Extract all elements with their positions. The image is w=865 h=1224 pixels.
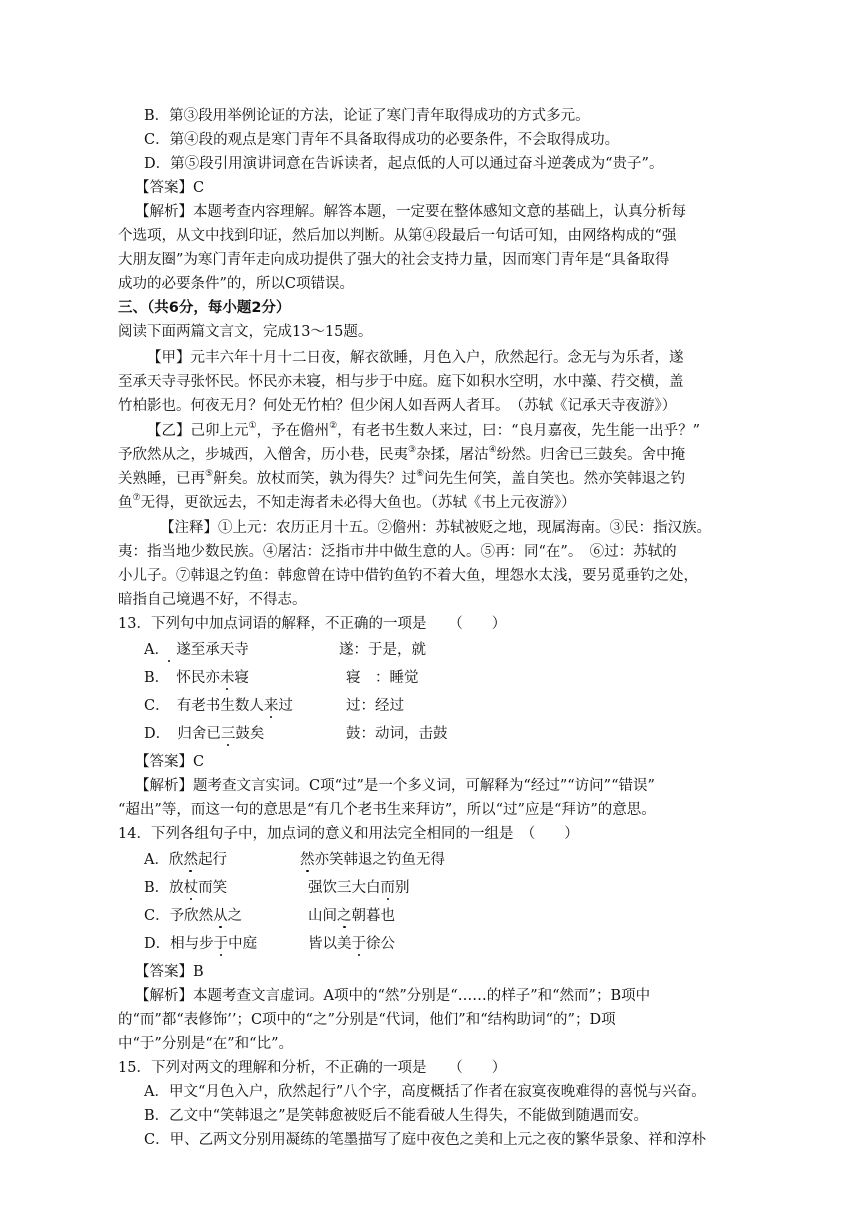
q13-option-c-explanation: 过：经过 <box>346 698 404 714</box>
annotation-line: 暗指自己境遇不好，不得志。 <box>118 592 307 608</box>
q14-option-d-compare: 皆以美于徐公 <box>308 936 395 952</box>
footnote-marker: ② <box>329 421 338 431</box>
q13-option-d-explanation: 鼓：动词，击鼓 <box>346 726 448 742</box>
emphasis-dot-char <box>162 642 177 658</box>
q14-option-d: D．相与步于中庭 <box>144 936 258 952</box>
q13-option-b: B． 怀民亦未寝 <box>144 670 249 686</box>
emphasis-dot-char: 之 <box>337 908 352 924</box>
q14-option-a-compare: 然亦笑韩退之钓鱼无得 <box>300 852 445 868</box>
question-15: 15．下列对两文的理解和分析，不正确的一项是 （ ） <box>118 1060 507 1076</box>
analysis-line: 成功的必要条件”的，所以C项错误。 <box>118 276 355 292</box>
q14-option-c: C．予欣然从之 <box>144 908 243 924</box>
q15-option-b: B．乙文中“笑韩退之”是笑韩愈被贬后不能看破人生得失，不能做到随遇而安。 <box>144 1108 648 1124</box>
analysis-line: 【解析】题考查文言实词。C项“过”是一个多义词，可解释为“经过”“访问”“错误” <box>135 778 655 794</box>
passage-jia-line: 竹柏影也。何夜无月？何处无竹柏？但少闲人如吾两人者耳。 （苏轼《记承天寺夜游》） <box>118 398 677 414</box>
passage-yi-line: 【乙】己卯上元①，予在儋州②，有老书生数人来过，曰：“良月嘉夜，先生能一出乎？” <box>147 421 700 439</box>
emphasis-dot-char: 未 <box>219 670 235 686</box>
option-b-line: B．第③段用举例论证的方法，论证了寒门青年取得成功的方式多元。 <box>144 108 590 124</box>
q14-option-c-compare: 山间之朝暮也 <box>308 908 395 924</box>
q14-option-b: B．放杖而笑 <box>144 880 228 896</box>
section-heading: 三、（共6分，每小题2分） <box>118 300 291 316</box>
emphasis-dot-char: 然 <box>300 852 315 868</box>
q13-option-b-explanation: 寝 ：睡觉 <box>346 670 419 686</box>
emphasis-dot-char: 于 <box>351 936 366 952</box>
analysis-line: 中“于”分别是“在”和“比”。 <box>118 1036 293 1052</box>
analysis-line: 【解析】本题考查文言虚词。A项中的“然”分别是“……的样子”和“然而”；B项中 <box>135 988 651 1004</box>
footnote-marker: ⑤ <box>205 469 214 479</box>
passage-jia-line: 至承天寺寻张怀民。怀民亦未寝，相与步于中庭。庭下如积水空明，水中藻、荇交横，盖 <box>118 374 684 390</box>
emphasis-dot-char: 而 <box>380 880 395 896</box>
option-d-line: D．第⑤段引用演讲词意在告诉读者，起点低的人可以通过奋斗逆袭成为“贵子”。 <box>144 156 664 172</box>
emphasis-dot-char: 然 <box>183 852 198 868</box>
analysis-line: 个选项，从文中找到印证，然后加以判断。从第④段最后一句话可知，由网络构成的“强 <box>118 228 677 244</box>
emphasis-dot-char: 从 <box>213 908 228 924</box>
q15-option-a: A．甲文“月色入户，欣然起行”八个字，高度概括了作者在寂寞夜晚难得的喜悦与兴奋。 <box>144 1084 706 1100</box>
analysis-line: 的“而”都“表修饰’’；C项中的“之”分别是“代词，他们”和“结构助词“的”；D项 <box>118 1012 616 1028</box>
analysis-line: 【解析】本题考查内容理解。解答本题，一定要在整体感知文意的基础上，认真分析每 <box>135 204 686 220</box>
footnote-marker: ⑦ <box>132 493 141 503</box>
passage-yi-line: 关熟睡，已再⑤鼾矣。放杖而笑，孰为得失？过⑥问先生何笑，盖自笑也。然亦笑韩退之钓 <box>118 469 686 487</box>
passage-yi-line: 鱼⑦无得，更欲远去，不知走海者未必得大鱼也。（苏轼《书上元夜游》） <box>118 493 576 511</box>
analysis-line: 大朋友圈”为寒门青年走向成功提供了强大的社会支持力量，因而寒门青年是“具备取得 <box>118 252 670 268</box>
footnote-marker: ③ <box>408 445 417 455</box>
passage-jia-line: 【甲】元丰六年十月十二日夜，解衣欲睡，月色入户，欣然起行。念无与为乐者，遂 <box>147 350 684 366</box>
q13-option-a-explanation: 遂：于是，就 <box>339 642 426 658</box>
annotation-line: 小儿子。⑦韩退之钓鱼：韩愈曾在诗中借钓鱼钓不着大鱼，埋怨水太浅，要另觅垂钓之处， <box>118 568 698 584</box>
emphasis-dot-char: 三 <box>220 726 236 742</box>
answer-line: 【答案】B <box>135 964 204 980</box>
q13-option-c: C． 有老书生数人来过 <box>144 698 293 714</box>
instruction-line: 阅读下面两篇文言文，完成13～15题。 <box>118 324 373 340</box>
question-14: 14．下列各组句子中，加点词的意义和用法完全相同的一组是 （ ） <box>118 826 579 842</box>
annotation-line: 【注释】①上元：农历正月十五。②儋州：苏轼被贬之地，现属海南。③民：指汉族。 <box>160 520 711 536</box>
q15-option-c: C．甲、乙两文分别用凝练的笔墨描写了庭中夜色之美和上元之夜的繁华景象、祥和淳朴 <box>144 1132 707 1148</box>
answer-line: 【答案】C <box>135 180 205 196</box>
footnote-marker: ④ <box>488 445 497 455</box>
option-c-line: C．第④段的观点是寒门青年不具备取得成功的必要条件，不会取得成功。 <box>144 132 620 148</box>
emphasis-dot-char: 于 <box>213 936 229 952</box>
answer-line: 【答案】C <box>135 754 205 770</box>
footnote-marker: ① <box>248 421 257 431</box>
question-13: 13．下列句中加点词语的解释，不正确的一项是 （ ） <box>118 616 507 632</box>
annotation-line: 夷：指当地少数民族。④屠沽：泛指市井中做生意的人。⑤再：同“在”。 ⑥过：苏轼的 <box>118 544 677 560</box>
q14-option-a: A．欣然起行 <box>144 852 227 868</box>
analysis-line: “超出”等，而这一句的意思是“有几个老书生来拜访”，所以“过”应是“拜访”的意思。 <box>118 802 656 818</box>
q13-option-a: A． 遂至承天寺 <box>144 642 249 658</box>
passage-yi-line: 予欣然从之，步城西，入僧舍，历小巷，民夷③杂揉，屠沽④纷然。归舍已三鼓矣。舍中掩 <box>118 445 686 463</box>
emphasis-dot-char: 来 <box>263 698 279 714</box>
q13-option-d: D． 归舍已三鼓矣 <box>144 726 265 742</box>
emphasis-dot-char: 杖 <box>183 880 199 896</box>
footnote-marker: ⑥ <box>416 469 425 479</box>
q14-option-b-compare: 强饮三大白而别 <box>308 880 410 896</box>
